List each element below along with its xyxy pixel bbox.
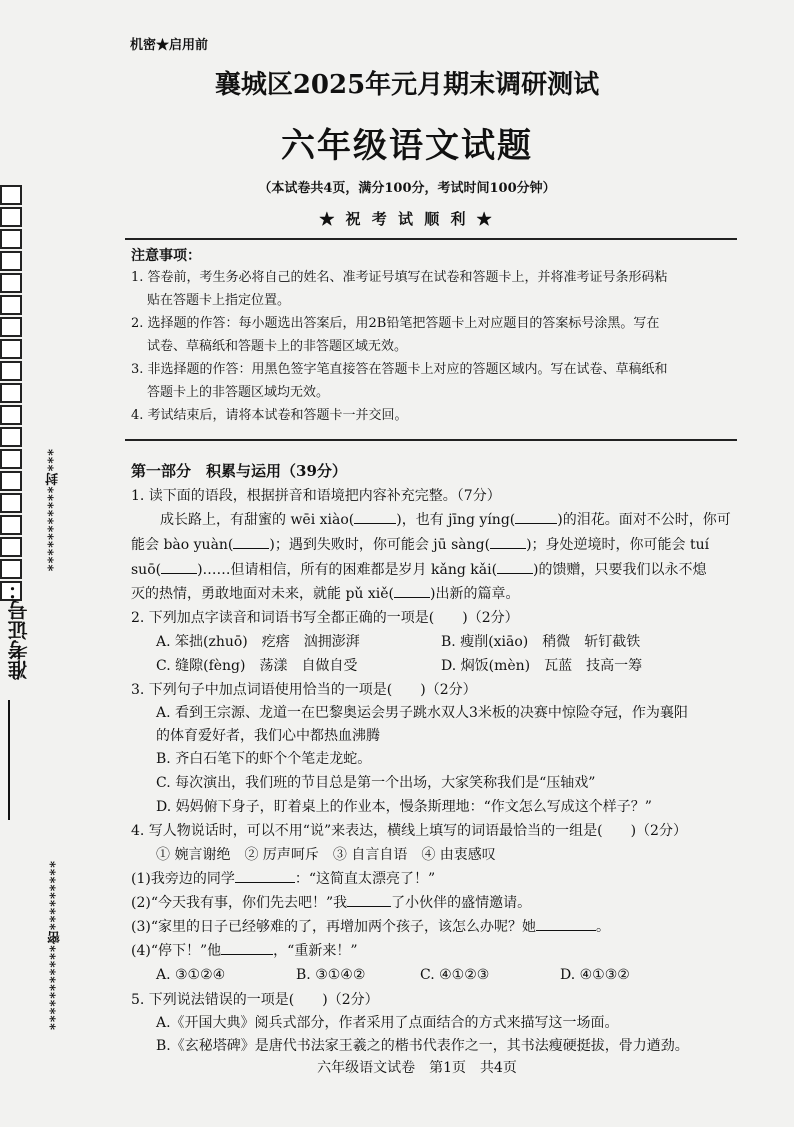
notice-list: [131, 266, 733, 427]
question-5-stem: 5. 下列说法错误的一项是( )（2分）: [131, 992, 379, 1008]
notice-line: 4. 考试结束后，请将本试卷和答题卡一并交回。: [131, 408, 408, 423]
question-4-sentence: (1)我旁边的同学 ：“这简直太漂亮了！”: [131, 871, 436, 887]
option-a-cont: 的体育爱好者，我们心中都热血沸腾: [156, 728, 380, 744]
question-1-stem: 1. 读下面的语段，根据拼音和语境把内容补充完整。（7分）: [131, 488, 501, 504]
answer-blank[interactable]: [233, 548, 269, 549]
option-d[interactable]: D. 焖饭(mèn) 瓦蓝 技高一筹: [441, 658, 643, 674]
notice-line: 2. 选择题的作答：每小题选出答案后，用2B铅笔把答题卡上对应题目的答案标号涂黑。写在: [131, 316, 660, 331]
notice-line: 贴在答题卡上指定位置。: [147, 293, 291, 308]
option-b[interactable]: B. 瘦削(xiāo) 稍微 斩钉截铁: [441, 634, 641, 650]
exam-title: 襄城区2025年元月期末调研测试: [214, 70, 600, 100]
notice-line: 试卷、草稿纸和答题卡上的非答题区域无效。: [147, 339, 408, 354]
exam-number-label: 准考证号：: [7, 580, 31, 680]
question-4-sentence: (2)“今天我有事，你们先去吧！”我 了小伙伴的盛情邀请。: [131, 895, 532, 911]
answer-blank[interactable]: [161, 573, 197, 574]
question-1-line: 能会 bào yuàn( )；遇到失败时，你可能会 jū sàng( )；身处逆境时，你可能会 tuí: [131, 537, 710, 553]
question-3-stem: 3. 下列句子中加点词语使用恰当的一项是( )（2分）: [131, 682, 477, 698]
confidential-mark: 机密★启用前: [130, 38, 209, 53]
answer-blank[interactable]: [536, 930, 596, 931]
divider: [125, 439, 737, 441]
divider: [125, 238, 737, 240]
question-1-line: suō( )……但请相信，所有的困难都是岁月 kǎng kǎi( )的馈赠，只要我们以永不熄: [131, 562, 707, 578]
option-c[interactable]: C. 每次演出，我们班的节目总是第一个出场，大家笑称我们是“压轴戏”: [156, 775, 596, 791]
notice-line: 3. 非选择题的作答：用黑色签字笔直接答在答题卡上对应的答题区域内。写在试卷、草稿纸和: [131, 362, 668, 377]
answer-blank[interactable]: [347, 906, 391, 907]
seal-line-top: [44, 448, 63, 571]
option-b[interactable]: B. 齐白石笔下的虾个个笔走龙蛇。: [156, 751, 372, 767]
good-luck-banner: ★ 祝 考 试 顺 利 ★: [319, 210, 495, 228]
notice-line: 1. 答卷前，考生务必将自己的姓名、准考证号填写在试卷和答题卡上，并将准考证号条形码粘: [131, 270, 668, 285]
question-1-line: 成长路上，有甜蜜的 wēi xiào( )，也有 jīng yíng( )的泪花。面对不公时，你可: [160, 512, 731, 528]
question-1-line: 灭的热情，勇敢地面对未来，就能 pǔ xiě( )出新的篇章。: [131, 586, 520, 602]
option-a[interactable]: A. 笨拙(zhuō) 疙瘩 汹拥澎湃: [156, 634, 360, 650]
option-a[interactable]: A. 看到王宗源、龙道一在巴黎奥运会男子跳水双人3米板的决赛中惊险夺冠，作为襄阳: [156, 705, 688, 721]
question-4-stem: 4. 写人物说话时，可以不用“说”来表达，横线上填写的词语最恰当的一组是( )（2分）: [131, 823, 687, 839]
page-footer: 六年级语文试卷 第1页 共4页: [317, 1060, 517, 1076]
answer-blank[interactable]: [490, 548, 526, 549]
answer-blank[interactable]: [497, 573, 533, 574]
answer-blank[interactable]: [221, 954, 273, 955]
question-4-options: ① 婉言谢绝 ② 厉声呵斥 ③ 自言自语 ④ 由衷感叹: [156, 847, 496, 863]
answer-blank[interactable]: [354, 523, 396, 524]
paper-note: （本试卷共4页，满分100分，考试时间100分钟）: [258, 181, 556, 196]
answer-blank[interactable]: [394, 597, 430, 598]
binding-line: [8, 700, 10, 820]
option-c[interactable]: C. ④①②③: [420, 967, 490, 983]
option-c[interactable]: C. 缝隙(fèng) 荡漾 自做自受: [156, 658, 358, 674]
notice-line: 答题卡上的非答题区域均无效。: [147, 385, 330, 400]
option-a[interactable]: A.《开国大典》阅兵式部分，作者采用了点面结合的方式来描写这一场面。: [156, 1015, 619, 1031]
option-d[interactable]: D. 妈妈俯下身子，盯着桌上的作业本，慢条斯理地：“作文怎么写成这个样子？”: [156, 799, 652, 815]
option-b[interactable]: B.《玄秘塔碑》是唐代书法家王羲之的楷书代表作之一，其书法瘦硬挺拔，骨力遒劲。: [156, 1038, 689, 1054]
option-d[interactable]: D. ④①③②: [560, 967, 630, 983]
notice-title: 注意事项：: [131, 248, 201, 264]
option-a[interactable]: A. ③①②④: [156, 967, 226, 983]
answer-blank[interactable]: [235, 882, 295, 883]
paper-title: 六年级语文试题: [281, 126, 533, 166]
seal-stars-top: ***********封***: [46, 448, 61, 572]
answer-blank[interactable]: [515, 523, 557, 524]
seal-stars-bottom: ***********密*********: [48, 860, 63, 1030]
exam-number-boxes[interactable]: [0, 185, 28, 603]
seal-line-bottom: [46, 860, 65, 1030]
question-2-stem: 2. 下列加点字读音和词语书写全都正确的一项是( )（2分）: [131, 610, 519, 626]
option-b[interactable]: B. ③①④②: [296, 967, 366, 983]
question-4-sentence: (4)“停下！”他 ，“重新来！”: [131, 943, 358, 959]
question-4-sentence: (3)“家里的日子已经够难的了，再增加两个孩子，该怎么办呢？她 。: [131, 919, 610, 935]
section-title: 第一部分 积累与运用（39分）: [131, 462, 347, 480]
